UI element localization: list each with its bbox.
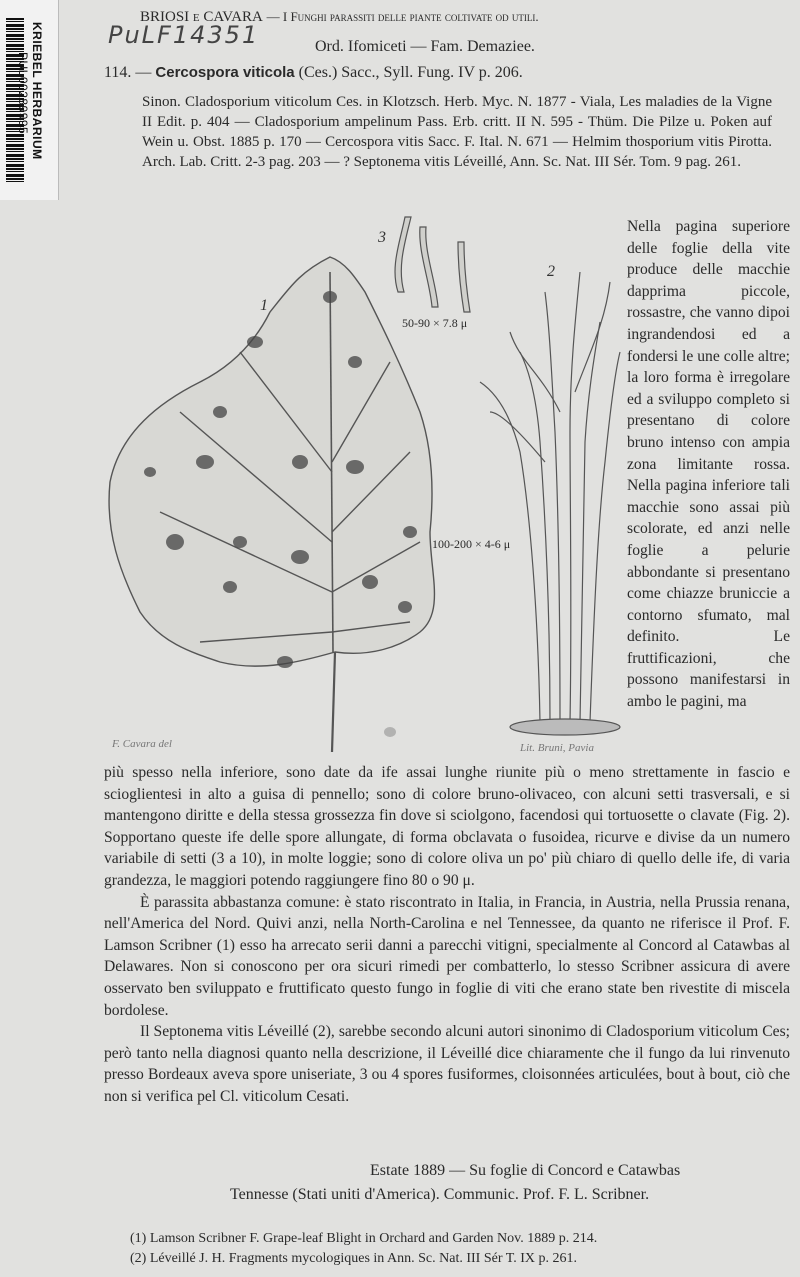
accession-number: PUL00289995 bbox=[16, 52, 30, 135]
footnote-2: (2) Léveillé J. H. Fragments mycologiques in Ann. Sc. Nat. III Sér T. IX p. 261. bbox=[130, 1251, 578, 1266]
fig-label-3: 3 bbox=[378, 229, 386, 246]
herbarium-name: KRIEBEL HERBARIUM bbox=[30, 22, 44, 160]
synonymy: Sinon. Cladosporium viticolum Ces. in Klotzsch. Herb. Myc. N. 1877 - Viala, Les maladies de la Vigne II Edit. p. 404 — Cladosporium ampelinum Pass. Erb. critt. II N. 595 - Thüm. Die Pilze u. Poken auf Wein u. Obst. 1885 p. 170 — Cercospora vitis Sacc. F. Ital. N. 671 — Helmim thosporium vitis Pirotta. Arch. Lab. Critt. 2-3 pag. 203 — ? Septonema vitis Léveillé, Ann. Sc. Nat. III Sér. Tom. 9 pag. 261. bbox=[142, 94, 772, 170]
body-paragraph-1: più spesso nella inferiore, sono date da ife assai lunghe riunite più o meno strettamente in fascio e scioglientesi in alto a guisa di pennello; sono di colore bruno-olivaceo, con alcuni setti trasversali, e si mantengono diritte e della stessa grossezza fin dove si sciolgono, facendosi qui tortuosette o clavate (Fig. 2). Sopportano queste ife delle spore allungate, di forma obclavata o fusoidea, ricurve e divise da un numero variabile di setti (3 a 10), in molte loggie; sono di colore oliva un po' più chiaro di quello delle ife, di varia grandezza, le maggiori potendo raggiungere fino 80 o 90 μ. bbox=[104, 764, 790, 889]
collection-line-2: Tennesse (Stati uniti d'America). Communic. Prof. F. L. Scribner. bbox=[230, 1186, 650, 1203]
spore-size-caption: 50-90 × 7.8 μ bbox=[402, 316, 468, 330]
species-heading bbox=[104, 64, 523, 82]
handwritten-id: PuLF14351 bbox=[108, 21, 260, 49]
order-line: Ord. Ifomiceti — Fam. Demaziee. bbox=[315, 38, 535, 55]
body-paragraph-2: È parassita abbastanza comune: è stato riscontrato in Italia, in Francia, in Austria, nella Prussia renana, nell'America del Nord. Quivi anzi, nella North-Carolina e nel Tennessee, da quanto ne riferisce il Prof. F. Lamson Scribner (1) esso ha arrecato serii danni a parecchi vitigni, specialmente al Concord al Catawbas al Delawares. Non si conoscono per ora sicuri rimedi per combatterlo, lo stesso Scribner assicura di avere osservato ben sviluppato e fruttificato questo fungo in foglie di viti che erano state ben rivestite di miscela bordolese. bbox=[104, 893, 790, 1019]
fig-label-1: 1 bbox=[260, 297, 268, 314]
body-text bbox=[104, 762, 790, 1108]
artist-signature: F. Cavara del bbox=[112, 738, 172, 750]
figure-plate bbox=[100, 212, 630, 767]
body-paragraph-3: Il Septonema vitis Léveillé (2), sarebbe secondo alcuni autori sinonimo di Cladosporium viticolum Ces; però tanto nella diagnosi quanto nella descrizione, il Léveillé dice chiaramente che il fungo da lui rinvenuto presso Bordeaux aveva spore uniseriate, 3 ou 4 spores fusiformes, cloisonnées articulées, bout à bout, ciò che non si verifica pel Cl. viticolum Cesati. bbox=[104, 1023, 790, 1105]
lithographer-signature: Lit. Bruni, Pavia bbox=[520, 742, 594, 754]
header-authors: BRIOSI e CAVARA bbox=[140, 9, 263, 25]
collection-line-1: Estate 1889 — Su foglie di Concord e Catawbas bbox=[370, 1162, 681, 1179]
barcode-label bbox=[0, 0, 59, 200]
fig-label-2: 2 bbox=[547, 263, 555, 280]
hyphae-size-caption: 100-200 × 4-6 μ bbox=[432, 537, 511, 551]
species-citation: (Ces.) Sacc., Syll. Fung. IV p. 206. bbox=[298, 64, 523, 81]
hyphae-bundle-illustration bbox=[480, 272, 620, 735]
species-number: 114. — bbox=[104, 64, 152, 81]
footnote-1: (1) Lamson Scribner F. Grape-leaf Blight in Orchard and Garden Nov. 1889 p. 214. bbox=[130, 1231, 598, 1246]
species-name: Cercospora viticola bbox=[155, 64, 295, 81]
leaf-illustration bbox=[109, 257, 434, 752]
header-series: — I Funghi parassiti delle piante coltivate od utili. bbox=[266, 9, 539, 24]
side-text-column: Nella pagina superiore delle foglie della vite produce delle macchie dapprima piccole, rossastre, che vanno dipoi ingrandendosi ed a fondersi le une colle altre; la loro forma è irregolare ed a sviluppo completo si presentano di colore bruno intenso con ampia zona limitante rossa. Nella pagina inferiore tali macchie sono assai più scolorate, ed anzi nelle foglie a pelurie abbondante si presentano come chiazze bruniccie a contorno sfumato, mal definito. Le fruttificazioni, che possono manifestarsi in ambo le pagini, ma bbox=[627, 218, 790, 711]
spores-illustration bbox=[395, 217, 470, 312]
